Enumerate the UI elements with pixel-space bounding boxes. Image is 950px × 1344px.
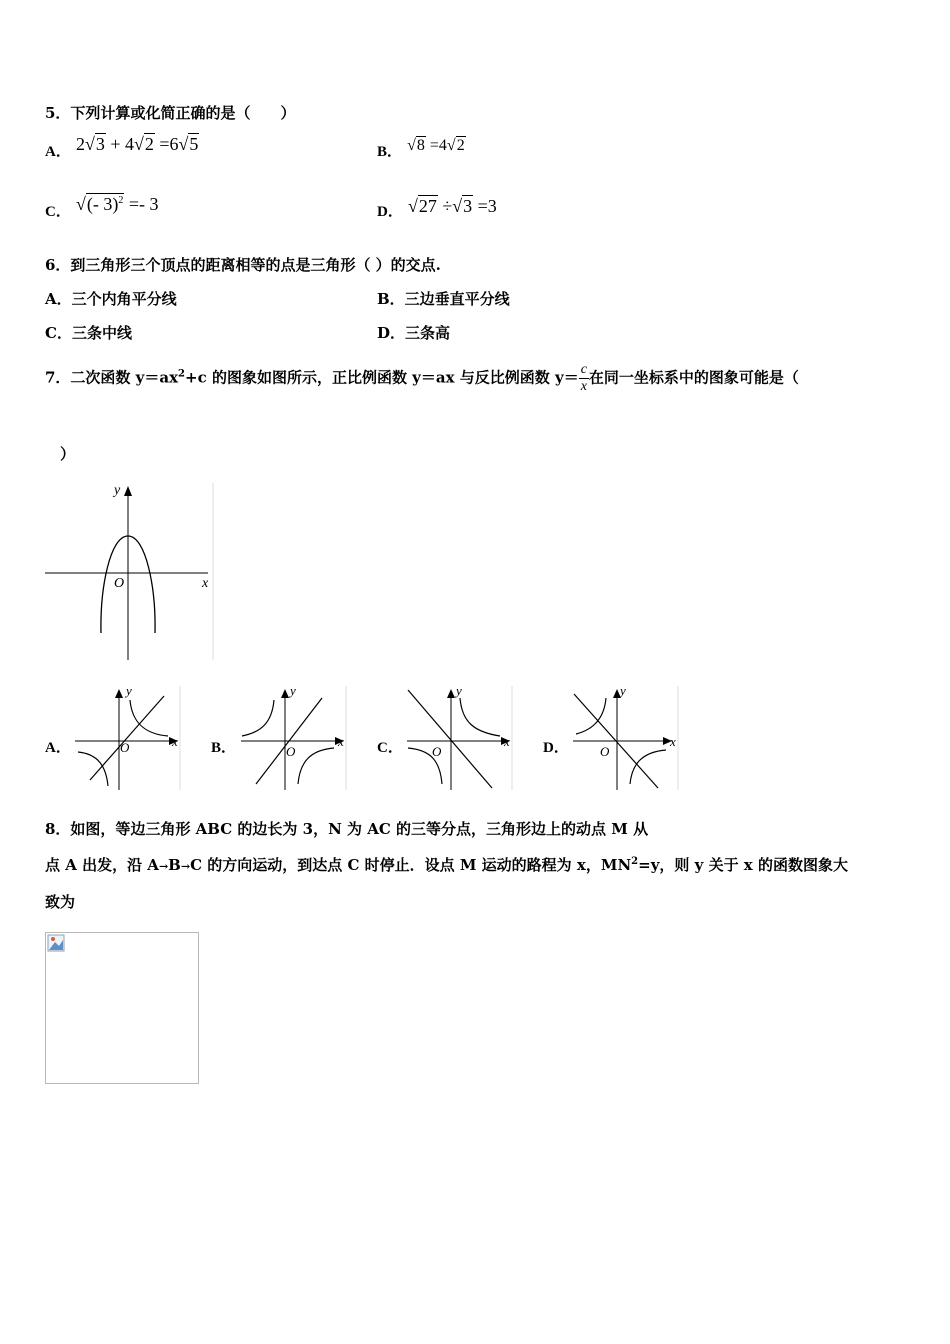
q5-a-expression: 2√3 + 4√2 =6√5 [75,134,199,154]
arrow-icon: → [180,860,191,873]
q7-option-d-graph[interactable] [570,684,682,792]
q8-stem-line2: 点 A 出发，沿 A→B→C 的方向运动，到达点 C 时停止．设点 M 运动的路程为 x，$MN^2=y$，则 y 关于 x 的函数图象大 [45,856,848,874]
hyperbola-branch-1 [576,698,606,734]
y-axis-label: y [290,684,296,698]
line-y-ax [408,690,492,788]
q7-option-d-label[interactable]: D． [543,740,569,756]
q5-b-expression: √8 =4√2 [407,137,465,154]
y-axis-arrow [124,486,132,496]
broken-image-placeholder [45,932,199,1084]
option-label: A． [45,144,71,160]
line-y-ax [90,696,164,780]
option-label: D． [377,204,403,220]
origin-label: O [600,744,610,759]
y-axis-label: y [114,483,121,498]
y-axis-label: y [620,684,626,698]
q7-option-c-graph[interactable] [404,684,516,792]
x-axis-label: x [670,734,676,749]
q6-option-d[interactable]: D．三条高 [377,324,451,342]
y-axis-arrow [281,689,289,698]
arrow-icon: → [158,860,169,873]
option-label: C． [45,204,71,220]
q7-option-c-label[interactable]: C． [377,740,403,756]
q7-option-b-label[interactable]: B． [211,740,237,756]
hyperbola-branch-1 [460,698,500,736]
q7-parabola-figure [40,478,218,664]
hyperbola-branch-2 [298,748,334,784]
broken-image-icon [47,934,67,954]
q5-stem: 5．下列计算或化简正确的是（ ） [45,104,296,122]
q5-option-a[interactable] [45,134,199,161]
hyperbola-branch-1 [130,700,168,736]
q6-option-a[interactable]: A．三个内角平分线 [45,290,177,308]
q5-option-c[interactable] [45,194,159,221]
y-axis-label: y [126,684,132,698]
origin-label: O [114,576,125,591]
hyperbola-branch-2 [630,750,666,784]
q6-option-c[interactable]: C．三条中线 [45,324,132,342]
q5-option-d[interactable] [377,196,497,221]
q7-option-a-label[interactable]: A． [45,740,71,756]
q7-stem: 7．二次函数 $y=ax^2+c$ 的图象如图所示，正比例函数 y＝ax 与反比例函数 y＝ $\frac{c}{x}$ 在同一坐标系中的图象可能是（ [45,362,799,394]
q7-stem-close: ） [60,445,76,463]
q5-c-expression: √(- 3)$^2$ =- 3 [75,194,159,214]
q7-option-b-graph[interactable] [238,684,350,792]
q5-d-expression: √27 ÷√3 =3 [407,196,497,216]
fraction-c-over-x: $\frac{c}{x}$ [580,362,587,394]
q7-option-a-graph[interactable] [72,684,184,792]
q8-stem-line1: 8．如图，等边三角形 ABC 的边长为 3，N 为 AC 的三等分点，三角形边上的动点 M 从 [45,820,649,838]
x-axis-label: x [504,734,510,749]
y-axis-arrow [115,689,123,698]
q6-stem: 6．到三角形三个顶点的距离相等的点是三角形（ ）的交点. [45,256,441,274]
x-axis-label: x [202,576,209,591]
origin-label: O [286,744,296,759]
q8-stem-line3: 致为 [45,893,76,911]
q6-option-b[interactable]: B．三边垂直平分线 [377,290,510,308]
hyperbola-branch-1 [242,700,274,736]
y-axis-label: y [456,684,462,698]
y-axis-arrow [447,689,455,698]
q5-option-b[interactable] [377,137,466,161]
x-axis-label: x [338,734,344,749]
origin-label: O [120,740,130,755]
hyperbola-branch-2 [78,752,108,786]
x-axis-label: x [172,734,178,749]
option-label: B． [377,144,403,160]
origin-label: O [432,744,442,759]
